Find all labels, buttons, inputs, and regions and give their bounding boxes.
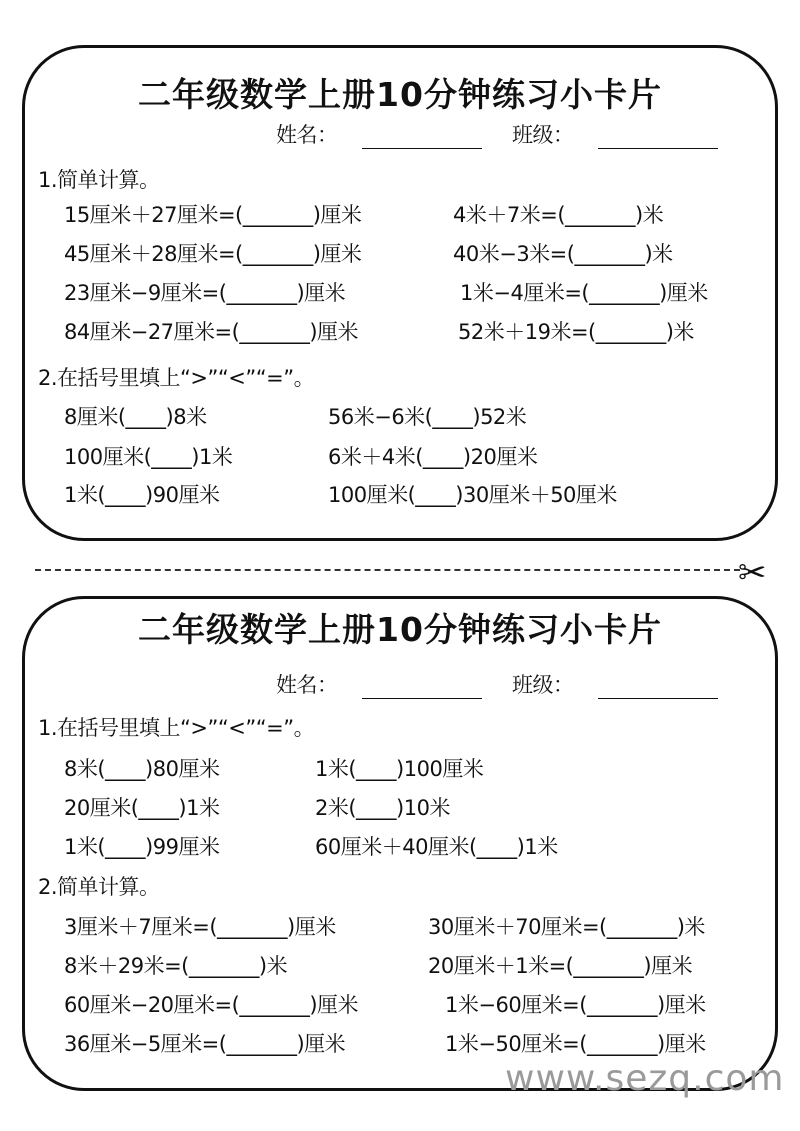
cut-line [35,569,740,571]
compare-item[interactable]: 1米(____)100厘米 [315,757,484,781]
section-heading: 1.在括号里填上“>”“<”“=”。 [38,716,315,740]
name-blank[interactable] [362,698,482,699]
section-heading: 1.简单计算。 [38,168,160,192]
calc-item[interactable]: 23厘米−9厘米=(_______)厘米 [64,281,346,305]
compare-item[interactable]: 100厘米(____)30厘米＋50厘米 [328,483,617,507]
calc-item[interactable]: 20厘米＋1米=(_______)厘米 [428,954,693,978]
calc-item[interactable]: 45厘米＋28厘米=(_______)厘米 [64,242,362,266]
compare-item[interactable]: 8米(____)80厘米 [64,757,220,781]
compare-item[interactable]: 1米(____)90厘米 [64,483,220,507]
compare-item[interactable]: 20厘米(____)1米 [64,796,220,820]
card-1-title: 二年级数学上册10分钟练习小卡片 [138,75,662,114]
compare-item[interactable]: 2米(____)10米 [315,796,450,820]
compare-item[interactable]: 6米＋4米(____)20厘米 [328,445,538,469]
name-blank[interactable] [362,148,482,149]
name-label: 姓名： [276,123,338,147]
scissors-icon: ✂ [738,553,767,593]
name-label: 姓名： [276,673,338,697]
compare-item[interactable]: 60厘米＋40厘米(____)1米 [315,835,558,859]
class-label: 班级： [512,673,574,697]
class-label: 班级： [512,123,574,147]
calc-item[interactable]: 52米＋19米=(_______)米 [458,320,694,344]
compare-item[interactable]: 56米−6米(____)52米 [328,405,527,429]
calc-item[interactable]: 30厘米＋70厘米=(_______)米 [428,915,705,939]
compare-item[interactable]: 1米(____)99厘米 [64,835,220,859]
calc-item[interactable]: 1米−60厘米=(_______)厘米 [445,993,706,1017]
compare-item[interactable]: 8厘米(____)8米 [64,405,207,429]
calc-item[interactable]: 84厘米−27厘米=(_______)厘米 [64,320,359,344]
calc-item[interactable]: 60厘米−20厘米=(_______)厘米 [64,993,359,1017]
section-heading: 2.在括号里填上“>”“<”“=”。 [38,366,315,390]
calc-item[interactable]: 4米＋7米=(_______)米 [453,203,664,227]
card-2-title: 二年级数学上册10分钟练习小卡片 [138,610,662,649]
calc-item[interactable]: 40米−3米=(_______)米 [453,242,673,266]
class-blank[interactable] [598,148,718,149]
section-heading: 2.简单计算。 [38,875,160,899]
calc-item[interactable]: 15厘米＋27厘米=(_______)厘米 [64,203,362,227]
compare-item[interactable]: 100厘米(____)1米 [64,445,233,469]
watermark: www.sezq.com [505,1058,785,1099]
class-blank[interactable] [598,698,718,699]
calc-item[interactable]: 1米−4厘米=(_______)厘米 [460,281,708,305]
calc-item[interactable]: 1米−50厘米=(_______)厘米 [445,1032,706,1056]
calc-item[interactable]: 3厘米＋7厘米=(_______)厘米 [64,915,336,939]
calc-item[interactable]: 8米＋29米=(_______)米 [64,954,288,978]
calc-item[interactable]: 36厘米−5厘米=(_______)厘米 [64,1032,346,1056]
